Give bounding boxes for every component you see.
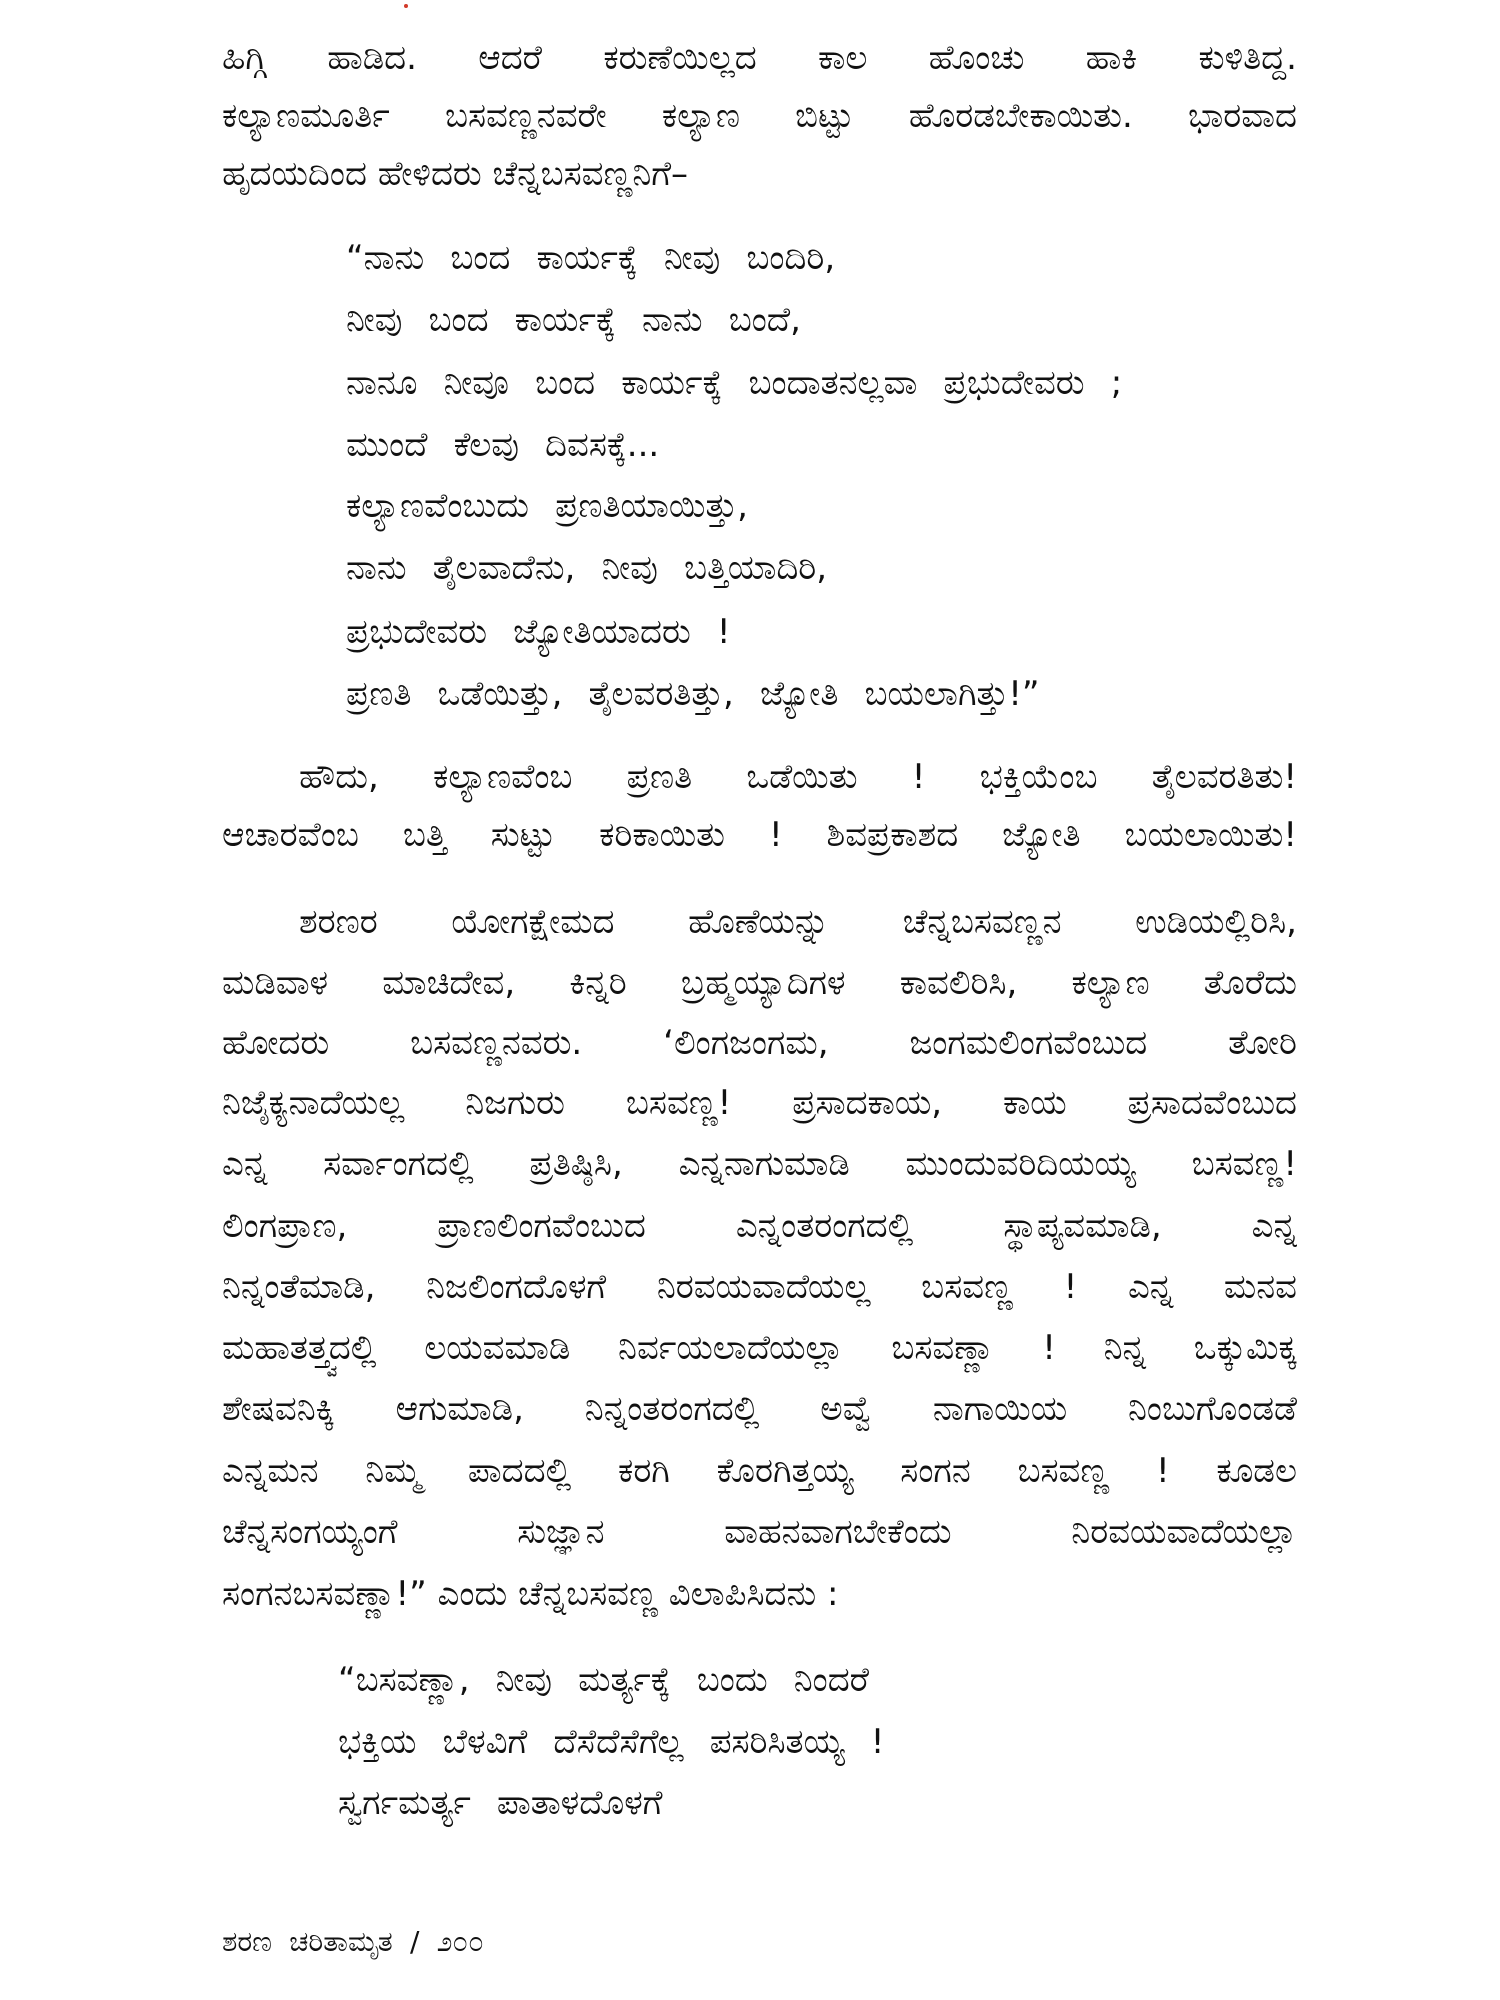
- paragraph-2-line: ಆಚಾರವೆಂಬ ಬತ್ತಿ ಸುಟ್ಟು ಕರಿಕಾಯಿತು ! ಶಿವಪ್ರಕಾಶದ ಜ್ಯೋತಿ ಬಯಲಾಯಿತು!: [222, 815, 1297, 855]
- verse-1-line: ಪ್ರಣತಿ ಒಡೆಯಿತ್ತು, ತೈಲವರತಿತ್ತು, ಜ್ಯೋತಿ ಬಯಲಾಗಿತ್ತು!”: [346, 674, 1040, 714]
- paragraph-3-line: ಮಡಿವಾಳ ಮಾಚಿದೇವ, ಕಿನ್ನರಿ ಬ್ರಹ್ಮಯ್ಯಾದಿಗಳ ಕಾವಲಿರಿಸಿ, ಕಲ್ಯಾಣ ತೊರೆದು: [222, 963, 1297, 1003]
- paragraph-1-line: ಹೃದಯದಿಂದ ಹೇಳಿದರು ಚೆನ್ನಬಸವಣ್ಣನಿಗೆ–: [222, 154, 689, 194]
- paragraph-3-line: ಎನ್ನ ಸರ್ವಾಂಗದಲ್ಲಿ ಪ್ರತಿಷ್ಠಿಸಿ, ಎನ್ನನಾಗುಮಾಡಿ ಮುಂದುವರಿದಿಯಯ್ಯ ಬಸವಣ್ಣ!: [222, 1144, 1297, 1184]
- footer-separator: /: [410, 1925, 420, 1958]
- book-title: ಶರಣ ಚರಿತಾಮೃತ: [222, 1925, 393, 1958]
- paragraph-1-line: ಹಿಗ್ಗಿ ಹಾಡಿದ. ಆದರೆ ಕರುಣೆಯಿಲ್ಲದ ಕಾಲ ಹೊಂಚು ಹಾಕಿ ಕುಳಿತಿದ್ದ.: [222, 38, 1297, 78]
- paragraph-3-line: ಶರಣರ ಯೋಗಕ್ಷೇಮದ ಹೊಣೆಯನ್ನು ಚೆನ್ನಬಸವಣ್ಣನ ಉಡಿಯಲ್ಲಿರಿಸಿ,: [299, 902, 1297, 942]
- scan-speck: [404, 4, 408, 8]
- verse-1-line: ನೀವು ಬಂದ ಕಾರ್ಯಕ್ಕೆ ನಾನು ಬಂದೆ,: [346, 300, 801, 340]
- verse-1-line: ಮುಂದೆ ಕೆಲವು ದಿವಸಕ್ಕೆ...: [346, 425, 660, 465]
- verse-1-line: ಪ್ರಭುದೇವರು ಜ್ಯೋತಿಯಾದರು !: [346, 612, 731, 652]
- verse-1-line: ಕಲ್ಯಾಣವೆಂಬುದು ಪ್ರಣತಿಯಾಯಿತ್ತು,: [346, 486, 748, 526]
- paragraph-3-line: ಮಹಾತತ್ತ್ವದಲ್ಲಿ ಲಯವಮಾಡಿ ನಿರ್ವಯಲಾದೆಯಲ್ಲಾ ಬಸವಣ್ಣಾ ! ನಿನ್ನ ಒಕ್ಕುಮಿಕ್ಕ: [222, 1328, 1297, 1368]
- paragraph-3-line: ಎನ್ನಮನ ನಿಮ್ಮ ಪಾದದಲ್ಲಿ ಕರಗಿ ಕೊರಗಿತ್ತಯ್ಯ ಸಂಗನ ಬಸವಣ್ಣ ! ಕೂಡಲ: [222, 1451, 1297, 1491]
- paragraph-3-line: ಸಂಗನಬಸವಣ್ಣಾ!” ಎಂದು ಚೆನ್ನಬಸವಣ್ಣ ವಿಲಾಪಿಸಿದನು :: [222, 1574, 839, 1614]
- paragraph-3-line: ಶೇಷವನಿಕ್ಕಿ ಆಗುಮಾಡಿ, ನಿನ್ನಂತರಂಗದಲ್ಲಿ ಅವ್ವೆ ನಾಗಾಯಿಯ ನಿಂಬುಗೊಂಡಡೆ: [222, 1389, 1297, 1429]
- paragraph-1-line: ಕಲ್ಯಾಣಮೂರ್ತಿ ಬಸವಣ್ಣನವರೇ ಕಲ್ಯಾಣ ಬಿಟ್ಟು ಹೊರಡಬೇಕಾಯಿತು. ಭಾರವಾದ: [222, 96, 1297, 136]
- page-footer: [222, 1918, 484, 1966]
- paragraph-3-line: ಹೋದರು ಬಸವಣ್ಣನವರು. ‘ಲಿಂಗಜಂಗಮ, ಜಂಗಮಲಿಂಗವೆಂಬುದ ತೋರಿ: [222, 1023, 1297, 1063]
- paragraph-3-line: ಚೆನ್ನಸಂಗಯ್ಯಂಗೆ ಸುಜ್ಞಾನ ವಾಹನವಾಗಬೇಕೆಂದು ನಿರವಯವಾದೆಯಲ್ಲಾ: [222, 1512, 1297, 1552]
- verse-1-line: “ನಾನು ಬಂದ ಕಾರ್ಯಕ್ಕೆ ನೀವು ಬಂದಿರಿ,: [346, 238, 836, 278]
- page-number: ೨೦೦: [436, 1925, 484, 1958]
- verse-2-line: “ಬಸವಣ್ಣಾ, ನೀವು ಮರ್ತ್ಯಕ್ಕೆ ಬಂದು ನಿಂದರೆ: [338, 1660, 870, 1700]
- verse-1-line: ನಾನು ತೈಲವಾದೆನು, ನೀವು ಬತ್ತಿಯಾದಿರಿ,: [346, 548, 828, 588]
- paragraph-3-line: ನಿಜೈಕ್ಯನಾದೆಯಲ್ಲ ನಿಜಗುರು ಬಸವಣ್ಣ! ಪ್ರಸಾದಕಾಯ, ಕಾಯ ಪ್ರಸಾದವೆಂಬುದ: [222, 1083, 1297, 1123]
- paragraph-3-line: ಲಿಂಗಪ್ರಾಣ, ಪ್ರಾಣಲಿಂಗವೆಂಬುದ ಎನ್ನಂತರಂಗದಲ್ಲಿ ಸ್ಥಾಪ್ಯವಮಾಡಿ, ಎನ್ನ: [222, 1206, 1297, 1246]
- verse-2-line: ಸ್ವರ್ಗಮರ್ತ್ಯ ಪಾತಾಳದೊಳಗೆ: [338, 1783, 663, 1823]
- verse-2-line: ಭಕ್ತಿಯ ಬೆಳವಿಗೆ ದೆಸೆದೆಸೆಗೆಲ್ಲ ಪಸರಿಸಿತಯ್ಯ !: [338, 1722, 885, 1762]
- paragraph-2-line: ಹೌದು, ಕಲ್ಯಾಣವೆಂಬ ಪ್ರಣತಿ ಒಡೆಯಿತು ! ಭಕ್ತಿಯೆಂಬ ತೈಲವರತಿತು!: [299, 757, 1297, 797]
- paragraph-3-line: ನಿನ್ನಂತೆಮಾಡಿ, ನಿಜಲಿಂಗದೊಳಗೆ ನಿರವಯವಾದೆಯಲ್ಲ ಬಸವಣ್ಣ ! ಎನ್ನ ಮನವ: [222, 1267, 1297, 1307]
- verse-1-line: ನಾನೂ ನೀವೂ ಬಂದ ಕಾರ್ಯಕ್ಕೆ ಬಂದಾತನಲ್ಲವಾ ಪ್ರಭುದೇವರು ;: [346, 363, 1123, 403]
